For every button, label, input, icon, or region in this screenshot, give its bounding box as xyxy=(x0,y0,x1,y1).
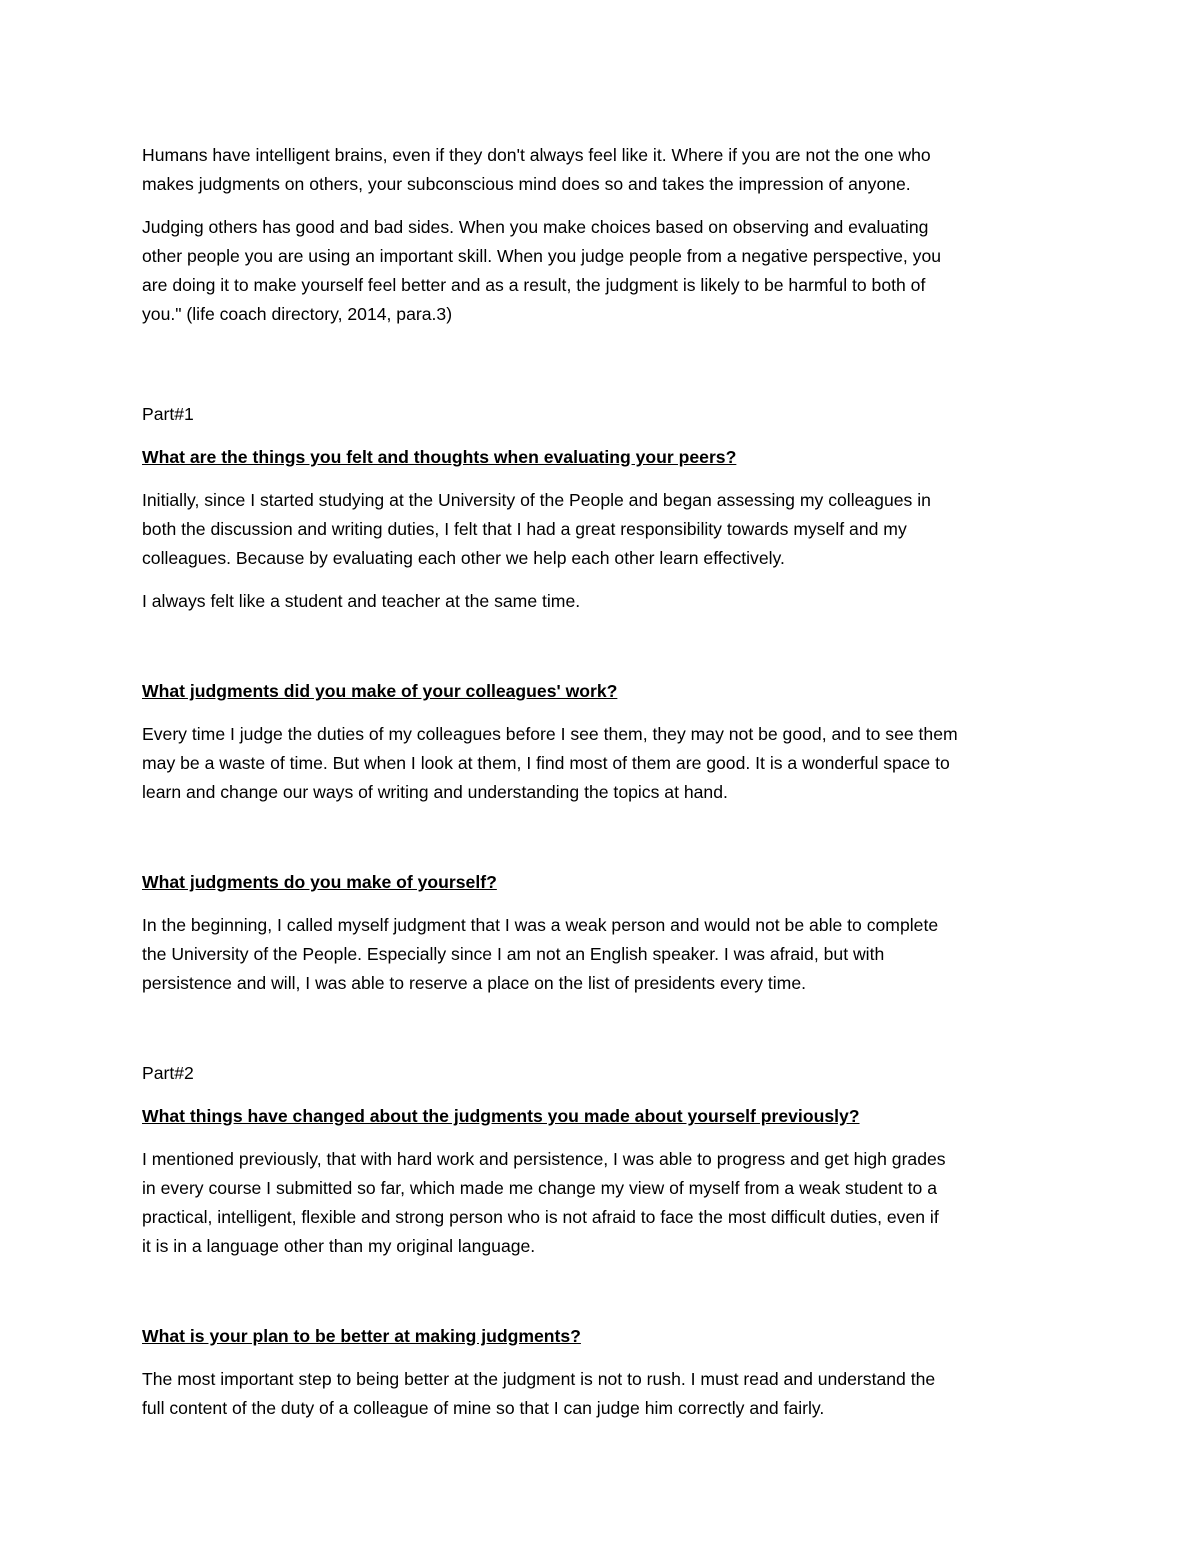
answer-5-paragraph xyxy=(142,1365,1062,1423)
text-line: it is in a language other than my original language. xyxy=(142,1236,536,1256)
text-line: colleagues. Because by evaluating each other we help each other learn effectively. xyxy=(142,548,785,568)
question-2-heading: What judgments did you make of your colleagues' work? xyxy=(142,681,618,701)
answer-4-paragraph xyxy=(142,1145,1062,1261)
text-line: the University of the People. Especially since I am not an English speaker. I was afraid, but with xyxy=(142,944,885,964)
text-line: full content of the duty of a colleague of mine so that I can judge him correctly and fairly. xyxy=(142,1398,825,1418)
part-2-label: Part#2 xyxy=(142,1063,194,1083)
question-3-heading: What judgments do you make of yourself? xyxy=(142,872,497,892)
text-line: persistence and will, I was able to reserve a place on the list of presidents every time. xyxy=(142,973,807,993)
question-5-heading: What is your plan to be better at making judgments? xyxy=(142,1326,581,1346)
text-line: Initially, since I started studying at the University of the People and began assessing my colleagues in xyxy=(142,490,931,510)
answer-2-paragraph xyxy=(142,720,1062,807)
question-4-heading: What things have changed about the judgments you made about yourself previously? xyxy=(142,1106,860,1126)
text-line: Every time I judge the duties of my colleagues before I see them, they may not be good, and to see them xyxy=(142,724,958,744)
text-line: are doing it to make yourself feel better and as a result, the judgment is likely to be harmful to both of xyxy=(142,275,926,295)
text-line: makes judgments on others, your subconscious mind does so and takes the impression of anyone. xyxy=(142,174,911,194)
text-line: you." (life coach directory, 2014, para.3) xyxy=(142,304,453,324)
intro-paragraph-1 xyxy=(142,141,1062,199)
text-line: I mentioned previously, that with hard work and persistence, I was able to progress and get high grades xyxy=(142,1149,946,1169)
text-line: Judging others has good and bad sides. When you make choices based on observing and evaluating xyxy=(142,217,929,237)
text-line: practical, intelligent, flexible and strong person who is not afraid to face the most difficult duties, even if xyxy=(142,1207,939,1227)
text-line: Humans have intelligent brains, even if they don't always feel like it. Where if you are not the one who xyxy=(142,145,931,165)
text-line: learn and change our ways of writing and understanding the topics at hand. xyxy=(142,782,728,802)
question-1-heading: What are the things you felt and thoughts when evaluating your peers? xyxy=(142,447,737,467)
text-line: The most important step to being better at the judgment is not to rush. I must read and understand the xyxy=(142,1369,936,1389)
answer-3-paragraph xyxy=(142,911,1062,998)
text-line: other people you are using an important skill. When you judge people from a negative perspective, you xyxy=(142,246,942,266)
document-body xyxy=(142,141,1062,1423)
text-line: In the beginning, I called myself judgment that I was a weak person and would not be able to complete xyxy=(142,915,939,935)
answer-1-followup: I always felt like a student and teacher at the same time. xyxy=(142,591,581,611)
text-line: in every course I submitted so far, which made me change my view of myself from a weak student to a xyxy=(142,1178,938,1198)
part-1-label: Part#1 xyxy=(142,404,194,424)
text-line: may be a waste of time. But when I look at them, I find most of them are good. It is a wonderful space to xyxy=(142,753,950,773)
intro-paragraph-2 xyxy=(142,213,1062,329)
answer-1-paragraph xyxy=(142,486,1062,573)
text-line: both the discussion and writing duties, I felt that I had a great responsibility towards myself and my xyxy=(142,519,907,539)
